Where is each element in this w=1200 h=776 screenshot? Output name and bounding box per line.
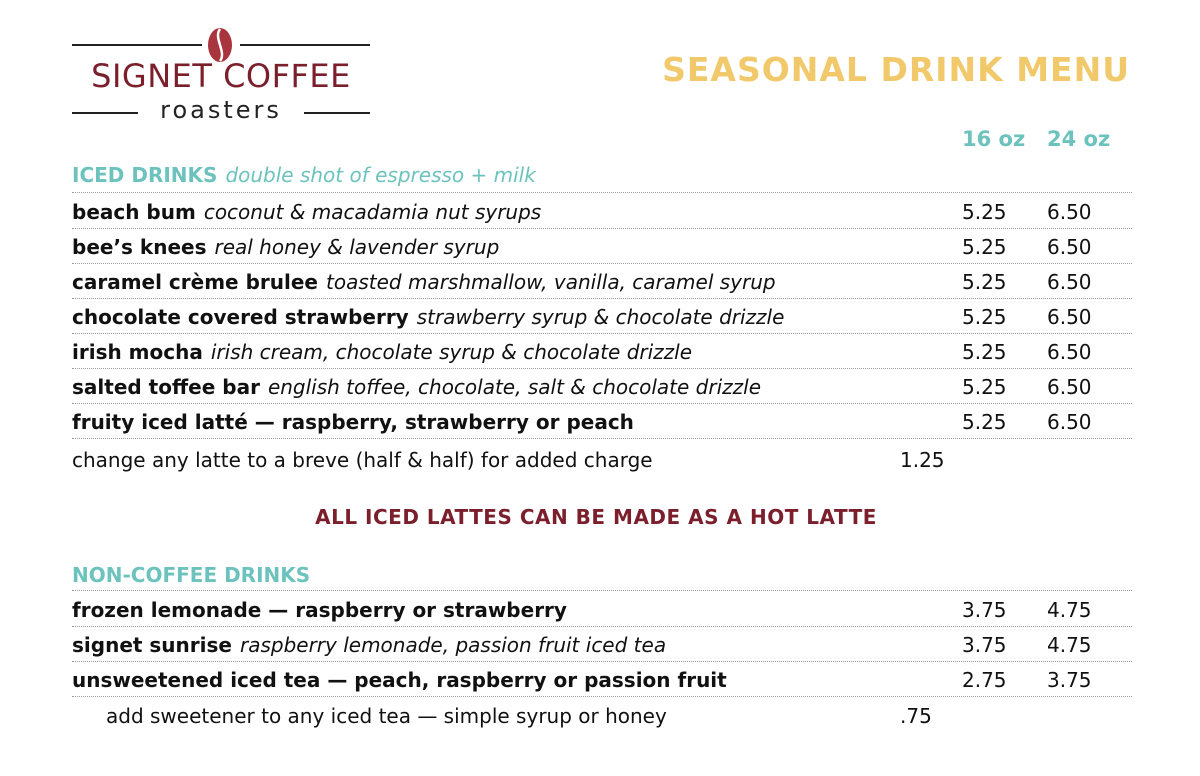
price-16oz: 2.75 (962, 668, 1007, 692)
menu-item (72, 592, 1132, 627)
price-24oz: 4.75 (1047, 598, 1092, 622)
price-24oz: 6.50 (1047, 410, 1092, 434)
logo-rule-left-top (72, 44, 202, 46)
price-16oz: 5.25 (962, 340, 1007, 364)
price-24oz: 6.50 (1047, 270, 1092, 294)
item-name: caramel crème brulee (72, 270, 318, 294)
hot-latte-banner: ALL ICED LATTES CAN BE MADE AS A HOT LATTE (315, 505, 877, 529)
price-24oz: 6.50 (1047, 305, 1092, 329)
item-name: salted toffee bar (72, 375, 260, 399)
item-desc: strawberry syrup & chocolate drizzle (416, 305, 785, 329)
menu-title: SEASONAL DRINK MENU (662, 50, 1130, 89)
price-24oz: 3.75 (1047, 668, 1092, 692)
item-name: unsweetened iced tea — peach, raspberry or passion fruit (72, 668, 727, 692)
item-name: bee’s knees (72, 235, 207, 259)
sweetener-text: add sweetener to any iced tea — simple syrup or honey (106, 704, 667, 728)
menu-item (72, 194, 1132, 229)
menu-item (72, 369, 1132, 404)
logo-rule-right-top (240, 44, 370, 46)
price-16oz: 5.25 (962, 270, 1007, 294)
item-name: beach bum (72, 200, 196, 224)
menu-item (72, 229, 1132, 264)
item-name: signet sunrise (72, 633, 232, 657)
section-rule (72, 192, 1132, 193)
menu-item (72, 264, 1132, 299)
menu-item (72, 334, 1132, 369)
iced-drinks-heading (72, 163, 536, 187)
item-name: frozen lemonade — raspberry or strawberry (72, 598, 567, 622)
section-rule (72, 590, 1132, 591)
iced-drinks-note: double shot of espresso + milk (225, 163, 536, 187)
price-16oz: 5.25 (962, 200, 1007, 224)
price-24oz: 4.75 (1047, 633, 1092, 657)
price-24oz: 6.50 (1047, 340, 1092, 364)
price-16oz: 5.25 (962, 305, 1007, 329)
price-16oz: 5.25 (962, 375, 1007, 399)
item-name: fruity iced latté — raspberry, strawberry or peach (72, 410, 634, 434)
sweetener-row (106, 698, 1132, 733)
price-24oz: 6.50 (1047, 375, 1092, 399)
menu-item (72, 404, 1132, 439)
price-16oz: 3.75 (962, 633, 1007, 657)
breve-upcharge-row (72, 442, 1132, 477)
breve-upcharge-text: change any latte to a breve (half & half) for added charge (72, 448, 653, 472)
iced-drinks-title: ICED DRINKS (72, 163, 218, 187)
item-desc: toasted marshmallow, vanilla, caramel syrup (326, 270, 776, 294)
price-16oz: 3.75 (962, 598, 1007, 622)
breve-upcharge-price: 1.25 (900, 448, 945, 472)
sweetener-price: .75 (900, 704, 932, 728)
menu-item (72, 662, 1132, 697)
logo-brand: SIGNET COFFEE (91, 57, 351, 95)
logo-sub: roasters (160, 96, 282, 124)
price-24oz: 6.50 (1047, 200, 1092, 224)
noncoffee-heading: NON-COFFEE DRINKS (72, 563, 311, 587)
menu-item (72, 627, 1132, 662)
item-desc: english toffee, chocolate, salt & chocolate drizzle (267, 375, 762, 399)
price-16oz: 5.25 (962, 410, 1007, 434)
item-desc: real honey & lavender syrup (214, 235, 500, 259)
item-name: irish mocha (72, 340, 203, 364)
item-desc: raspberry lemonade, passion fruit iced tea (239, 633, 667, 657)
price-16oz: 5.25 (962, 235, 1007, 259)
menu-item (72, 299, 1132, 334)
item-name: chocolate covered strawberry (72, 305, 409, 329)
item-desc: coconut & macadamia nut syrups (203, 200, 542, 224)
size-16oz-header: 16 oz (962, 127, 1026, 151)
signet-logo (72, 26, 370, 126)
price-24oz: 6.50 (1047, 235, 1092, 259)
size-24oz-header: 24 oz (1047, 127, 1111, 151)
item-desc: irish cream, chocolate syrup & chocolate drizzle (210, 340, 693, 364)
